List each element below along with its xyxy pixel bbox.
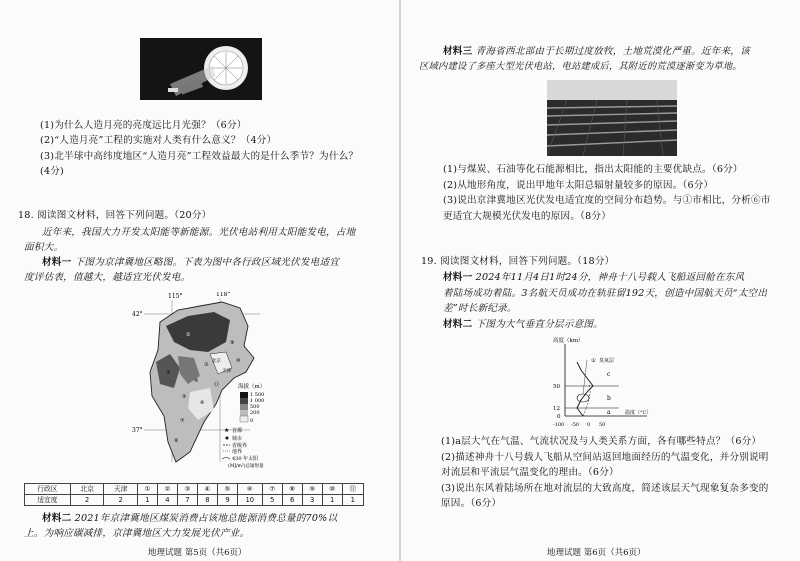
q19-material-1-line-2: 着陆场成功着陆。3名航天员成功在轨驻留192天，创造中国航天员“太空出 (443, 288, 768, 299)
artificial-moon-photo (140, 38, 262, 100)
tick-12: 12 (553, 406, 560, 412)
q19-sub-1: (1)a层大气在气温、气流状况及与人类关系方面，各有哪些特点？（6分） (441, 436, 762, 447)
q19-material-1-line-3: 差”时长新纪录。 (443, 303, 517, 314)
x-tick-2: -50 (571, 422, 580, 428)
layer-c-label: c (607, 371, 611, 378)
material-2-line-1: 材料二 2021年京津冀地区煤炭消费占该地总能源消费总量的70%以 (42, 513, 338, 524)
svg-text:⑨: ⑨ (230, 340, 235, 346)
ozone-label: 臭氧层 (599, 358, 615, 364)
svg-text:⑦: ⑦ (180, 418, 185, 424)
material-2-line-2: 上。为响应碳减排，京津冀地区大力发展光伏产业。 (24, 528, 250, 539)
x-tick-3: 0 (587, 422, 591, 428)
material-3-line-1: 材料三 青海省西北部由于长期过度放牧，土地荒漠化严重。近年来，该 (443, 46, 750, 57)
material-1-line-2: 度评估表，值越大，越适宜光伏发电。 (24, 272, 191, 283)
q19-sub-3: (3)说出东风着陆场所在地对流层的大致高度，简述该层天气现象复杂多变的 (441, 483, 769, 494)
annotation-1: ① (591, 358, 596, 364)
svg-text:⑩: ⑩ (236, 358, 241, 364)
material-1-text: 下图为京津冀地区略图。下表为图中各行政区域光伏发电适宜 (74, 257, 340, 268)
q19-material-1-label: 材料一 (443, 272, 473, 283)
material-3-line-2: 区域内建设了多座大型光伏电站，电站建成后，其附近的荒漠逐渐变为草地。 (419, 61, 742, 72)
material-3-label: 材料三 (443, 46, 473, 57)
svg-text:⑧: ⑧ (174, 438, 179, 444)
q19-material-2-label: 材料二 (443, 319, 473, 330)
svg-text:⑥: ⑥ (200, 400, 205, 406)
svg-text:1 000: 1 000 (250, 398, 265, 404)
q17-item-1: (1)为什么人造月亮的亮度远比月光强？（6分） (40, 120, 247, 131)
solar-farm-photo (547, 80, 677, 156)
q19-material-2-line: 材料二 下图为大气垂直分层示意图。 (443, 319, 603, 330)
q18-sub-1: (1)与煤炭、石油等化石能源相比，指出太阳能的主要优缺点。（6分） (443, 164, 743, 175)
svg-text:⑪: ⑪ (214, 382, 220, 388)
q18-sub-3: (3)说出京津冀地区光伏发电适宜度的空间分布趋势。与①市相比，分析⑥市 (443, 195, 771, 206)
page-footer-left: 地理试题 第5页（共6页） (148, 548, 247, 558)
svg-text:地界: 地界 (232, 449, 243, 455)
svg-text:④: ④ (194, 378, 199, 384)
height-axis-label: 高度（km） (553, 338, 584, 344)
material-2-label: 材料二 (42, 513, 72, 524)
exam-page-5 (0, 0, 399, 561)
q19-sub-2: (2)描述神舟十八号载人飞船从空间站返回地面经历的气温变化，并分别说明 (441, 452, 769, 463)
svg-text:省级界: 省级界 (232, 443, 248, 449)
q18-sub-3-cont: 更适宜大规模光伏发电的原因。（8分） (443, 211, 611, 222)
tick-50: 50 (553, 384, 560, 390)
atmosphere-layers-diagram (547, 334, 677, 430)
material-1-label: 材料一 (42, 257, 72, 268)
q18-intro-line-1: 近年来，我国大力开发太阳能等新能源。光伏电站利用太阳能发电，占地 (42, 227, 356, 238)
beijing-label: 北京 (212, 359, 221, 364)
city-icon (226, 437, 229, 440)
svg-text:0: 0 (250, 418, 254, 424)
svg-text:首都: 首都 (232, 428, 243, 434)
q17-item-3-score: (4分) (40, 166, 64, 177)
material-1-line-1 (42, 257, 339, 269)
latitude-37-label: 37° (132, 427, 143, 434)
q18-intro-line-2: 面积大。 (24, 242, 64, 253)
table-row-values: 适宜度 2 2 1 4 7 8 9 10 5 6 3 1 1 (25, 495, 364, 506)
jingjinji-map (130, 292, 370, 472)
svg-text:200: 200 (250, 410, 260, 416)
capital-icon: ★ (224, 427, 230, 434)
suitability-table (24, 483, 364, 506)
legend-title: 海拔（m） (238, 384, 266, 390)
table-row-header: 行政区 北京 天津 ① ② ③ ④ ⑤ ⑥ ⑦ ⑧ ⑨ ⑩ ⑪ (25, 484, 364, 495)
longitude-118-label: 118° (216, 292, 231, 298)
q19-sub-3-cont: 原因。（6分） (441, 498, 502, 509)
svg-text:(MJ/m²)总辐射量: (MJ/m²)总辐射量 (228, 464, 264, 469)
q19-title: 19. 阅读图文材料，回答下列问题。（18分） (421, 256, 615, 267)
q18-sub-2: (2)从地形角度，说出甲地年太阳总辐射量较多的原因。（6分） (443, 180, 714, 191)
region-label: ① (166, 370, 171, 376)
layer-b-label: b (607, 395, 611, 402)
solar-panels-illustration (547, 80, 677, 156)
svg-text:⑤: ⑤ (182, 394, 187, 400)
layer-a-label: a (607, 409, 611, 416)
q17-item-2: (2)“人造月亮”工程的实施对人类有什么意义？（4分） (40, 135, 277, 146)
svg-text:③: ③ (204, 362, 209, 368)
svg-text:城市: 城市 (232, 436, 243, 442)
temperature-axis-label: 温度（°C） (625, 410, 652, 416)
svg-text:430 年太阳: 430 年太阳 (232, 456, 259, 462)
q18-title: 18. 阅读图文材料，回答下列问题。（20分） (18, 210, 212, 221)
x-tick-1: -100 (553, 422, 565, 428)
svg-text:1 500: 1 500 (250, 392, 265, 398)
satellite-illustration (140, 38, 262, 100)
tick-0: 0 (557, 414, 561, 420)
tianjin-label: 天津 (222, 369, 231, 374)
exam-page-6 (401, 0, 800, 561)
svg-text:②: ② (186, 332, 191, 338)
q19-sub-2-cont: 对流层和平流层气温变化的理由。（6分） (441, 467, 619, 478)
q17-item-3: (3)北半球中高纬度地区“人造月亮”工程效益最大的是什么季节？为什么？ (40, 151, 359, 162)
longitude-115-label: 115° (168, 293, 183, 300)
svg-text:500: 500 (250, 404, 260, 410)
latitude-42-label: 42° (132, 311, 143, 318)
q19-material-1-line-1: 材料一 2024年11月4日1时24分，神舟十八号载人飞船返回舱在东风 (443, 272, 745, 283)
x-tick-4: 50 (599, 422, 606, 428)
page-footer-right: 地理试题 第6页（共6页） (547, 548, 646, 558)
